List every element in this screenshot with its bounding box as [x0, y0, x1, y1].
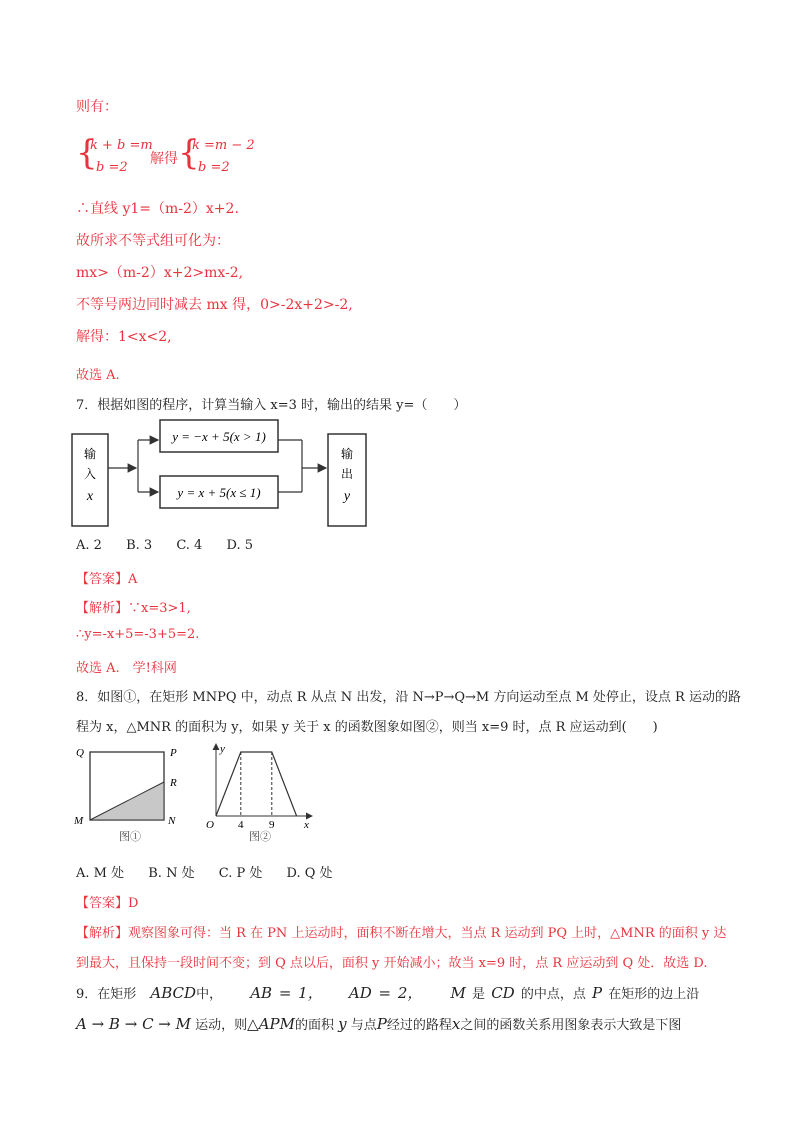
- q7-option-c: C. 4: [176, 538, 203, 553]
- q9-line-2: [76, 1014, 681, 1033]
- label-r: R: [170, 777, 177, 789]
- tick-label-9: 9: [269, 819, 275, 831]
- q8-answer: 【答案】D: [76, 896, 139, 911]
- axis-label-x: x: [304, 819, 309, 831]
- q9-rest1: 的中点，点: [520, 987, 586, 1002]
- q7-answer: 【答案】A: [76, 572, 138, 587]
- q9-cd: CD: [491, 984, 515, 1002]
- q8-option-b: B. N 处: [148, 866, 195, 881]
- q7-flowchart: [70, 416, 370, 528]
- sys1-line1: k + b =m: [90, 138, 153, 153]
- output-char-2: 出: [340, 467, 354, 481]
- fig2-caption: 图②: [249, 831, 271, 843]
- q7-options: [76, 538, 253, 553]
- q7-analysis-label: 【解析】: [76, 601, 129, 616]
- fig1-caption: 图①: [119, 831, 141, 843]
- q8-options: [76, 862, 333, 881]
- q9-path: A → B → C → M: [76, 1015, 192, 1033]
- input-char-1: 输: [83, 447, 97, 461]
- sys1-line2: b =2: [96, 160, 128, 175]
- top-box-formula: y = −x + 5(x > 1): [172, 429, 266, 444]
- solution-heading: 则有：: [76, 99, 118, 115]
- q9-line2-d: 经过的路程: [386, 1018, 452, 1033]
- q9-line2-b: 的面积: [295, 1018, 335, 1033]
- q7-option-a: A. 2: [76, 538, 102, 553]
- q8-option-a: A. M 处: [76, 866, 125, 881]
- q9-m: M: [450, 984, 466, 1002]
- output-char-y: y: [343, 489, 351, 504]
- label-q: Q: [76, 747, 84, 759]
- jiede-label: 解得: [150, 151, 178, 167]
- q9-rest2: 在矩形的边上沿: [608, 987, 700, 1002]
- choose-a-prev: 故选 A.: [76, 368, 120, 383]
- q9-abcd: ABCD: [150, 984, 197, 1002]
- sys2-line2: b =2: [198, 160, 230, 175]
- label-n: N: [168, 815, 176, 827]
- origin-label: O: [206, 819, 214, 831]
- q7-option-b: B. 3: [126, 538, 153, 553]
- label-p: P: [170, 747, 177, 759]
- q8-stem-2: 程为 x，△MNR 的面积为 y，如果 y 关于 x 的函数图象如图②，则当 x=9 时，点 R 应运动到( ): [76, 720, 658, 735]
- q9-line2-a: 运动，则: [195, 1018, 248, 1033]
- q8-figure-1: [70, 742, 200, 846]
- q7-option-d: D. 5: [226, 538, 253, 553]
- line-solve: 解得：1<x<2,: [76, 329, 172, 345]
- line-subtract: 不等号两边同时减去 mx 得，0>-2x+2>-2,: [76, 297, 353, 313]
- q8-option-d: D. Q 处: [286, 866, 333, 881]
- q8-stem-1: 8．如图①，在矩形 MNPQ 中，动点 R 从点 N 出发，沿 N→P→Q→M 方向运动至点 M 处停止，设点 R 运动的路: [76, 690, 741, 705]
- q9-apm: △APM: [247, 1015, 295, 1033]
- q9-number: 9．在矩形: [76, 987, 137, 1002]
- q9-ab: AB = 1，: [250, 984, 323, 1002]
- q8-analysis-2: 到最大，且保持一段时间不变；到 Q 点以后，面积 y 开始减小；故当 x=9 时，点 R 应运动到 Q 处．故选 D.: [76, 956, 708, 971]
- input-char-2: 入: [83, 467, 97, 481]
- q9-p: P: [592, 984, 603, 1002]
- label-m: M: [74, 815, 84, 827]
- q8-figure-2: [202, 740, 320, 846]
- line-ineq-intro: 故所求不等式组可化为：: [76, 233, 230, 249]
- input-char-x: x: [86, 489, 94, 504]
- line-y1: ∴直线 y1=（m-2）x+2.: [76, 201, 239, 217]
- q7-analysis-1-text: ∵x=3>1,: [128, 601, 191, 616]
- bottom-box-formula: y = x + 5(x ≤ 1): [177, 485, 261, 500]
- q9-ad: AD = 2，: [348, 984, 423, 1002]
- q7-choose: 故选 A. 学!科网: [76, 661, 177, 676]
- q9-x: x: [451, 1015, 461, 1033]
- function-graph: [216, 752, 297, 816]
- q8-analysis-1: 【解析】观察图象可得：当 R 在 PN 上运动时，面积不断在增大，当点 R 运动到 PQ 上时，△MNR 的面积 y 达: [76, 926, 727, 941]
- output-char-1: 输: [340, 447, 354, 461]
- q9-line2-c: 与点: [350, 1018, 377, 1033]
- q9-p-2: P: [376, 1015, 387, 1033]
- brace-left-1: {: [76, 133, 98, 173]
- q9-y: y: [338, 1015, 347, 1033]
- brace-left-2: {: [178, 133, 200, 173]
- tick-label-4: 4: [238, 819, 244, 831]
- q8-option-c: C. P 处: [218, 866, 263, 881]
- q9-line-1: [76, 982, 699, 1003]
- q9-zhong: 中，: [196, 987, 223, 1002]
- q9-line2-e: 之间的函数关系用图象表示大致是下图: [460, 1018, 682, 1033]
- axis-label-y: y: [220, 743, 225, 755]
- q7-analysis-2: ∴y=-x+5=-3+5=2.: [76, 627, 200, 642]
- q7-stem: 7．根据如图的程序，计算当输入 x=3 时，输出的结果 y=（ ）: [76, 398, 467, 413]
- q9-shi: 是: [472, 987, 486, 1002]
- sys2-line1: k =m − 2: [192, 138, 255, 153]
- line-ineq: mx>（m-2）x+2>mx-2,: [76, 265, 244, 281]
- q7-analysis-1: [76, 597, 191, 616]
